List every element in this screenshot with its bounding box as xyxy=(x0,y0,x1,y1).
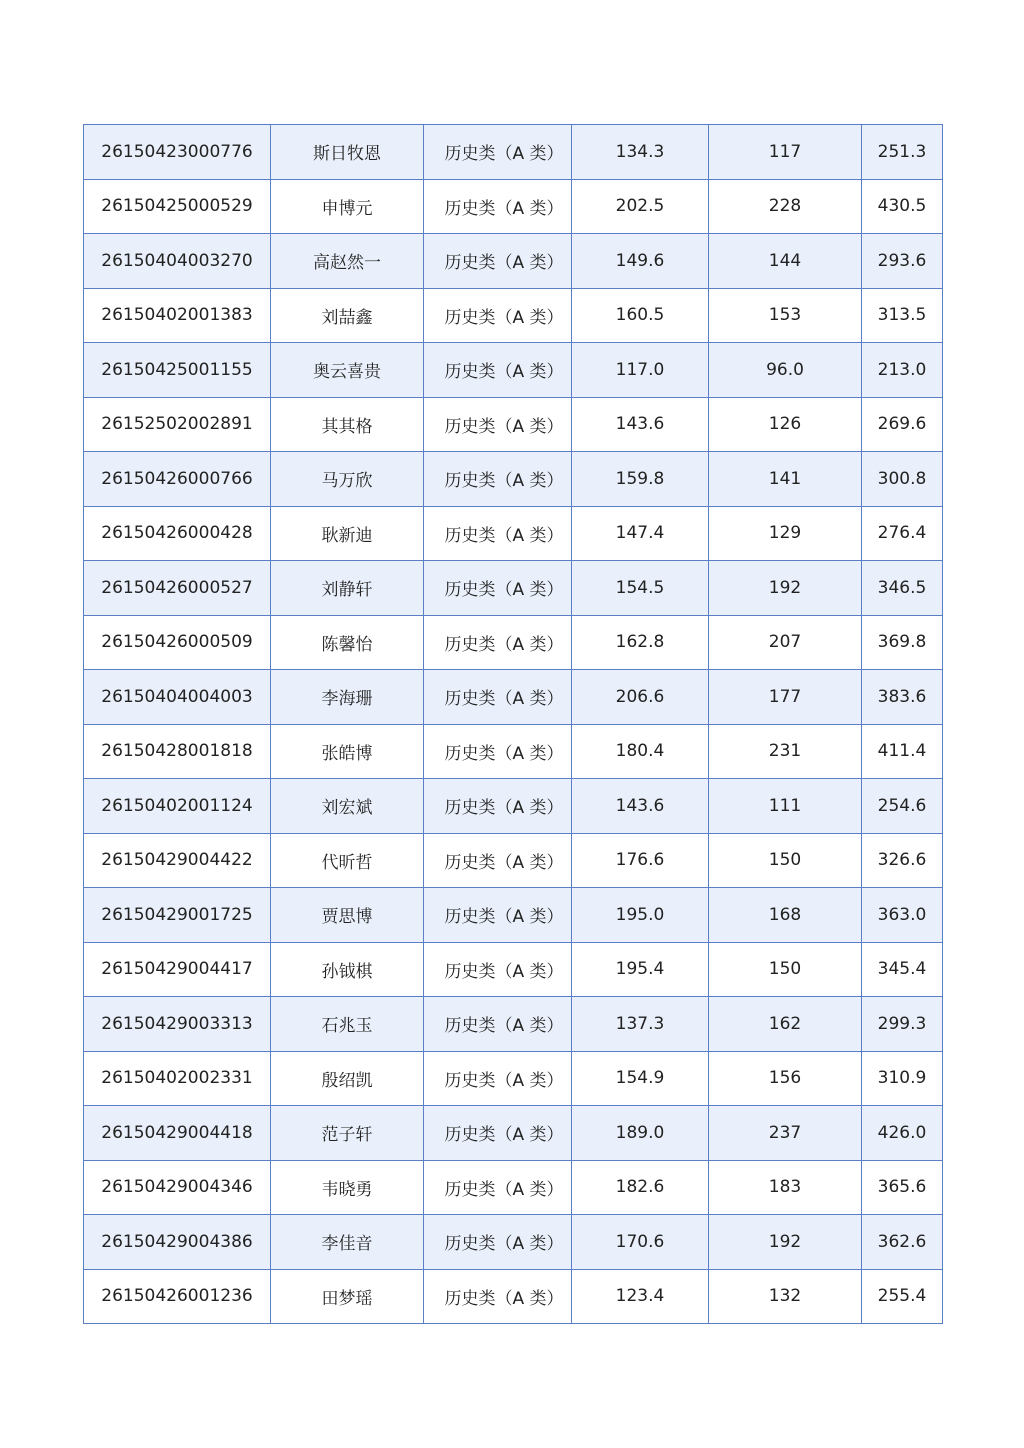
candidate-id-cell: 26150402001383 xyxy=(84,288,271,343)
name-cell: 张皓博 xyxy=(271,724,424,779)
score1-cell: 147.4 xyxy=(572,506,709,561)
total-cell: 213.0 xyxy=(862,343,943,398)
score1-cell: 154.9 xyxy=(572,1051,709,1106)
score1-cell: 143.6 xyxy=(572,779,709,834)
total-cell: 346.5 xyxy=(862,561,943,616)
score1-cell: 189.0 xyxy=(572,1106,709,1161)
category-cell: 历史类（A 类） xyxy=(424,452,572,507)
score1-cell: 160.5 xyxy=(572,288,709,343)
total-cell: 345.4 xyxy=(862,942,943,997)
score2-cell: 237 xyxy=(709,1106,862,1161)
score1-cell: 170.6 xyxy=(572,1215,709,1270)
category-cell: 历史类（A 类） xyxy=(424,179,572,234)
score1-cell: 180.4 xyxy=(572,724,709,779)
score1-cell: 162.8 xyxy=(572,615,709,670)
candidate-id-cell: 26150429004346 xyxy=(84,1160,271,1215)
candidate-id-cell: 26150426000527 xyxy=(84,561,271,616)
name-cell: 陈馨怡 xyxy=(271,615,424,670)
table-row xyxy=(84,561,943,616)
score2-cell: 129 xyxy=(709,506,862,561)
table-row xyxy=(84,343,943,398)
score2-cell: 231 xyxy=(709,724,862,779)
table-row xyxy=(84,1051,943,1106)
name-cell: 石兆玉 xyxy=(271,997,424,1052)
category-cell: 历史类（A 类） xyxy=(424,997,572,1052)
score2-cell: 183 xyxy=(709,1160,862,1215)
name-cell: 耿新迪 xyxy=(271,506,424,561)
table-row xyxy=(84,452,943,507)
category-cell: 历史类（A 类） xyxy=(424,724,572,779)
candidate-id-cell: 26150429001725 xyxy=(84,888,271,943)
category-cell: 历史类（A 类） xyxy=(424,1215,572,1270)
candidate-id-cell: 26150402001124 xyxy=(84,779,271,834)
candidate-id-cell: 26150429004418 xyxy=(84,1106,271,1161)
name-cell: 高赵然一 xyxy=(271,234,424,289)
score1-cell: 143.6 xyxy=(572,397,709,452)
total-cell: 254.6 xyxy=(862,779,943,834)
total-cell: 362.6 xyxy=(862,1215,943,1270)
name-cell: 刘宏斌 xyxy=(271,779,424,834)
score2-cell: 177 xyxy=(709,670,862,725)
score2-cell: 150 xyxy=(709,833,862,888)
name-cell: 刘静轩 xyxy=(271,561,424,616)
score1-cell: 154.5 xyxy=(572,561,709,616)
score1-cell: 176.6 xyxy=(572,833,709,888)
category-cell: 历史类（A 类） xyxy=(424,1051,572,1106)
score2-cell: 126 xyxy=(709,397,862,452)
score2-cell: 117 xyxy=(709,125,862,180)
candidate-id-cell: 26150425000529 xyxy=(84,179,271,234)
table-row xyxy=(84,942,943,997)
name-cell: 孙钺棋 xyxy=(271,942,424,997)
score1-cell: 117.0 xyxy=(572,343,709,398)
category-cell: 历史类（A 类） xyxy=(424,670,572,725)
name-cell: 奥云喜贵 xyxy=(271,343,424,398)
candidate-id-cell: 26150429003313 xyxy=(84,997,271,1052)
table-row xyxy=(84,179,943,234)
total-cell: 411.4 xyxy=(862,724,943,779)
score1-cell: 123.4 xyxy=(572,1269,709,1324)
name-cell: 斯日牧恩 xyxy=(271,125,424,180)
total-cell: 383.6 xyxy=(862,670,943,725)
score1-cell: 137.3 xyxy=(572,997,709,1052)
candidate-id-cell: 26150425001155 xyxy=(84,343,271,398)
candidate-id-cell: 26150402002331 xyxy=(84,1051,271,1106)
candidate-id-cell: 26152502002891 xyxy=(84,397,271,452)
score1-cell: 134.3 xyxy=(572,125,709,180)
candidate-id-cell: 26150404004003 xyxy=(84,670,271,725)
candidate-id-cell: 26150426000428 xyxy=(84,506,271,561)
category-cell: 历史类（A 类） xyxy=(424,561,572,616)
category-cell: 历史类（A 类） xyxy=(424,506,572,561)
score1-cell: 182.6 xyxy=(572,1160,709,1215)
category-cell: 历史类（A 类） xyxy=(424,615,572,670)
table-row xyxy=(84,1215,943,1270)
category-cell: 历史类（A 类） xyxy=(424,125,572,180)
table-row xyxy=(84,724,943,779)
score2-cell: 156 xyxy=(709,1051,862,1106)
name-cell: 刘喆鑫 xyxy=(271,288,424,343)
total-cell: 269.6 xyxy=(862,397,943,452)
table-row xyxy=(84,1269,943,1324)
total-cell: 363.0 xyxy=(862,888,943,943)
score2-cell: 168 xyxy=(709,888,862,943)
score2-cell: 192 xyxy=(709,561,862,616)
total-cell: 326.6 xyxy=(862,833,943,888)
category-cell: 历史类（A 类） xyxy=(424,1160,572,1215)
table-row xyxy=(84,779,943,834)
score2-cell: 96.0 xyxy=(709,343,862,398)
table-row xyxy=(84,670,943,725)
category-cell: 历史类（A 类） xyxy=(424,942,572,997)
name-cell: 李佳音 xyxy=(271,1215,424,1270)
category-cell: 历史类（A 类） xyxy=(424,288,572,343)
total-cell: 310.9 xyxy=(862,1051,943,1106)
category-cell: 历史类（A 类） xyxy=(424,888,572,943)
table-row xyxy=(84,888,943,943)
total-cell: 255.4 xyxy=(862,1269,943,1324)
table-row xyxy=(84,125,943,180)
candidate-id-cell: 26150428001818 xyxy=(84,724,271,779)
table-row xyxy=(84,1160,943,1215)
table-row xyxy=(84,1106,943,1161)
candidate-id-cell: 26150429004386 xyxy=(84,1215,271,1270)
name-cell: 李海珊 xyxy=(271,670,424,725)
score1-cell: 159.8 xyxy=(572,452,709,507)
table-row xyxy=(84,288,943,343)
score-table-body xyxy=(84,125,943,1324)
score2-cell: 162 xyxy=(709,997,862,1052)
name-cell: 韦晓勇 xyxy=(271,1160,424,1215)
name-cell: 殷绍凯 xyxy=(271,1051,424,1106)
candidate-id-cell: 26150426000766 xyxy=(84,452,271,507)
table-row xyxy=(84,615,943,670)
table-row xyxy=(84,506,943,561)
candidate-id-cell: 26150429004417 xyxy=(84,942,271,997)
total-cell: 293.6 xyxy=(862,234,943,289)
score2-cell: 132 xyxy=(709,1269,862,1324)
score2-cell: 150 xyxy=(709,942,862,997)
score2-cell: 141 xyxy=(709,452,862,507)
category-cell: 历史类（A 类） xyxy=(424,779,572,834)
category-cell: 历史类（A 类） xyxy=(424,234,572,289)
category-cell: 历史类（A 类） xyxy=(424,1106,572,1161)
table-row xyxy=(84,397,943,452)
score2-cell: 207 xyxy=(709,615,862,670)
table-row xyxy=(84,833,943,888)
name-cell: 马万欣 xyxy=(271,452,424,507)
name-cell: 范子轩 xyxy=(271,1106,424,1161)
total-cell: 426.0 xyxy=(862,1106,943,1161)
category-cell: 历史类（A 类） xyxy=(424,833,572,888)
score2-cell: 111 xyxy=(709,779,862,834)
table-row xyxy=(84,997,943,1052)
score1-cell: 202.5 xyxy=(572,179,709,234)
score1-cell: 206.6 xyxy=(572,670,709,725)
category-cell: 历史类（A 类） xyxy=(424,397,572,452)
name-cell: 田梦瑶 xyxy=(271,1269,424,1324)
score2-cell: 144 xyxy=(709,234,862,289)
candidate-id-cell: 26150426001236 xyxy=(84,1269,271,1324)
name-cell: 其其格 xyxy=(271,397,424,452)
score2-cell: 192 xyxy=(709,1215,862,1270)
total-cell: 299.3 xyxy=(862,997,943,1052)
candidate-id-cell: 26150429004422 xyxy=(84,833,271,888)
candidate-id-cell: 26150404003270 xyxy=(84,234,271,289)
category-cell: 历史类（A 类） xyxy=(424,343,572,398)
total-cell: 251.3 xyxy=(862,125,943,180)
score2-cell: 228 xyxy=(709,179,862,234)
score-table xyxy=(83,124,943,1324)
total-cell: 369.8 xyxy=(862,615,943,670)
score1-cell: 195.4 xyxy=(572,942,709,997)
score2-cell: 153 xyxy=(709,288,862,343)
name-cell: 贾思博 xyxy=(271,888,424,943)
candidate-id-cell: 26150423000776 xyxy=(84,125,271,180)
total-cell: 276.4 xyxy=(862,506,943,561)
score1-cell: 195.0 xyxy=(572,888,709,943)
name-cell: 代昕哲 xyxy=(271,833,424,888)
total-cell: 300.8 xyxy=(862,452,943,507)
total-cell: 313.5 xyxy=(862,288,943,343)
name-cell: 申博元 xyxy=(271,179,424,234)
score1-cell: 149.6 xyxy=(572,234,709,289)
category-cell: 历史类（A 类） xyxy=(424,1269,572,1324)
candidate-id-cell: 26150426000509 xyxy=(84,615,271,670)
total-cell: 365.6 xyxy=(862,1160,943,1215)
total-cell: 430.5 xyxy=(862,179,943,234)
table-row xyxy=(84,234,943,289)
